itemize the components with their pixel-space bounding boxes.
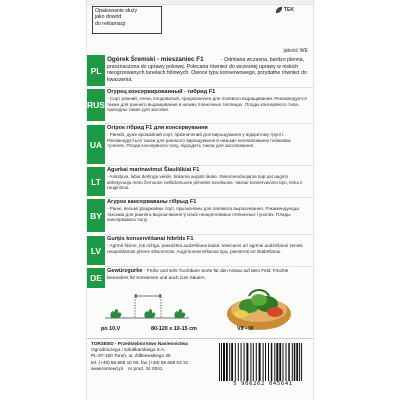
barcode-bar [229,343,230,381]
company-phone: tel. (+48) 56 658 10 00, fax (+48) 56 659 03 31 [91,359,189,365]
pl-text: - Odmiana wczesna, bardzo plenna, przeznaczona do uprawy polowej. Polecana również do wczesnej uprawy w niskich nieogrzewanych tunelach foliowych. Owoce typu konserwowego, przydatne również do kwaszenia. [107,57,307,83]
barcode-bar [292,343,293,381]
separator [105,197,313,198]
packet-hang-strip [87,0,314,5]
brand-name: TEK [284,7,294,13]
barcode-bar [241,343,242,381]
barcode-bar [294,343,296,381]
planting-spacing: 80-120 x 10-15 cm [151,326,197,332]
barcode-bar [259,343,261,381]
seed-weight: po 10,V [101,326,121,332]
separator [105,87,313,88]
barcode-bar [223,343,225,381]
barcode-bar [288,343,290,381]
barcode-bar [238,343,239,381]
barcode-bar [219,343,220,381]
production-number: nr prod. 34 0041 [128,365,163,371]
company-address: PL-87-100 Toruń, ul. Żółkiewskiego 35 [91,353,171,359]
separator [105,123,313,124]
lang-tag-rus: RUS [87,89,105,121]
barcode-bar [231,343,233,381]
lt-text: - Ankstyva, labai derlinga veislė, tinkama auginti lauke. Rekomenduojama taip pat auginti ankstyvuoju metu žemuose nešildomuose plėvelės tuneliuose. Vaisiai konservavimo tipo, tinka ir rauginimui. [107,174,303,191]
lv-title: Gurķis konservēšanai hibrīds F1 [107,236,194,242]
seed-packet-back [86,0,314,400]
notice-line-3: do reklamacji [95,20,126,27]
barcode-bar [226,343,228,381]
pl-description [107,57,309,83]
barcode-bar [265,343,266,381]
lang-tag-de: DE [87,268,105,288]
barcode-bar [244,343,245,381]
barcode-bar [235,343,236,381]
lt-title: Agurkai marinavimui Šiauliškiai F1 [107,167,200,173]
company-line-2: Ogrodniczego i Szkółkarskiego S.A. [91,347,166,353]
lang-tag-by: BY [87,199,105,232]
de-text: - Frühe und sehr fruchtbare Sorte für den Anbau auf dem Feld. Früchte besonders für Konserven und auch zum Säuern. [107,268,289,280]
cucumber-illustration-icon [219,270,299,334]
barcode-bar [299,343,300,381]
barcode-number: 5 906262 045641 [233,381,293,387]
pl-title: Ogórek Śremski - mieszaniec F1 [107,56,204,63]
barcode-bar [253,343,254,381]
brand-logo [275,6,294,14]
planting-diagram-icon [99,288,195,322]
de-title: Gewürzgurke [107,268,143,274]
barcode-bar [274,343,275,381]
harvest-period: VII - IX [237,326,254,332]
barcode-bar [283,343,284,381]
barcode-bar [271,343,273,381]
lang-tag-lv: LV [87,236,105,265]
barcode-bar [263,343,264,381]
lang-tag-ua: UA [87,125,105,164]
quality-class: jakość WE [283,48,308,54]
barcode-bar [256,343,257,381]
lang-tag-lt: LT [87,167,105,196]
lang-tag-pl: PL [87,55,105,86]
lv-text: - Agrīnā šķirne, ļoti ražīga, paredzēta audzēšanai laukā. Ieteicams arī agrīnai audzēšanai zemās neapsildāmās plēves siltumnīcās. Augļi konservēšanas tipa, piemēroti arī skābēšanai. [107,243,303,254]
barcode-bar [296,343,298,381]
complaint-notice-box [92,6,162,34]
barcode-bar [276,343,278,381]
separator [105,165,313,166]
separator [105,266,313,267]
barcode-icon [215,343,311,381]
ua-title: Огірок гібрид F1 для консервування [107,125,208,131]
notice-line-1: Opakowanie służy [95,8,138,14]
barcode-bar [301,343,302,381]
barcode-bar [250,343,251,381]
barcode-bar [268,343,269,381]
by-title: Агурок кансерваваны гібрыд F1 [107,199,197,205]
leaf-logo-icon [275,6,283,14]
company-name: TORSEED - Przedsiębiorstwo Nasiennictwa [91,341,188,346]
barcode-bar [246,343,248,381]
company-website: www.torseed.pl [91,365,123,371]
by-text: - Ранні, вельмі ўраджайны сорт, прызначаны для палявога вырошчвання. Рэкамендуецца таксама для ранняга вырошчвання ў нізкіх неацяпляемых плёначных тунэлях. Плады кансервавага тыпу. [107,206,299,223]
producer-info [91,341,211,372]
rus-title: Огурец консервированный - гибрид F1 [107,89,216,95]
barcode-bar [279,343,281,381]
ua-text: - Ранній, дуже врожайний сорт, призначений для вирощування у відкритому ґрунті. Рекомендується також для раннього вирощування в низьких неопалюваних плівкових тунелях. Плоди консервного типу, підходять також для засолювання. [107,132,291,149]
footer-divider [87,338,313,339]
barcode-bar [221,343,222,381]
barcode-bar [286,343,287,381]
separator [105,234,313,235]
notice-line-2: jako dowód [95,14,122,21]
rus-text: - Сорт ранний, очень плодовитый, предназначен для полевого выращивания. Рекомендуется также для раннего выращивания в низких пленочных теплицах. Плоды консервного типа, пригодны также для засолки. [107,96,307,113]
